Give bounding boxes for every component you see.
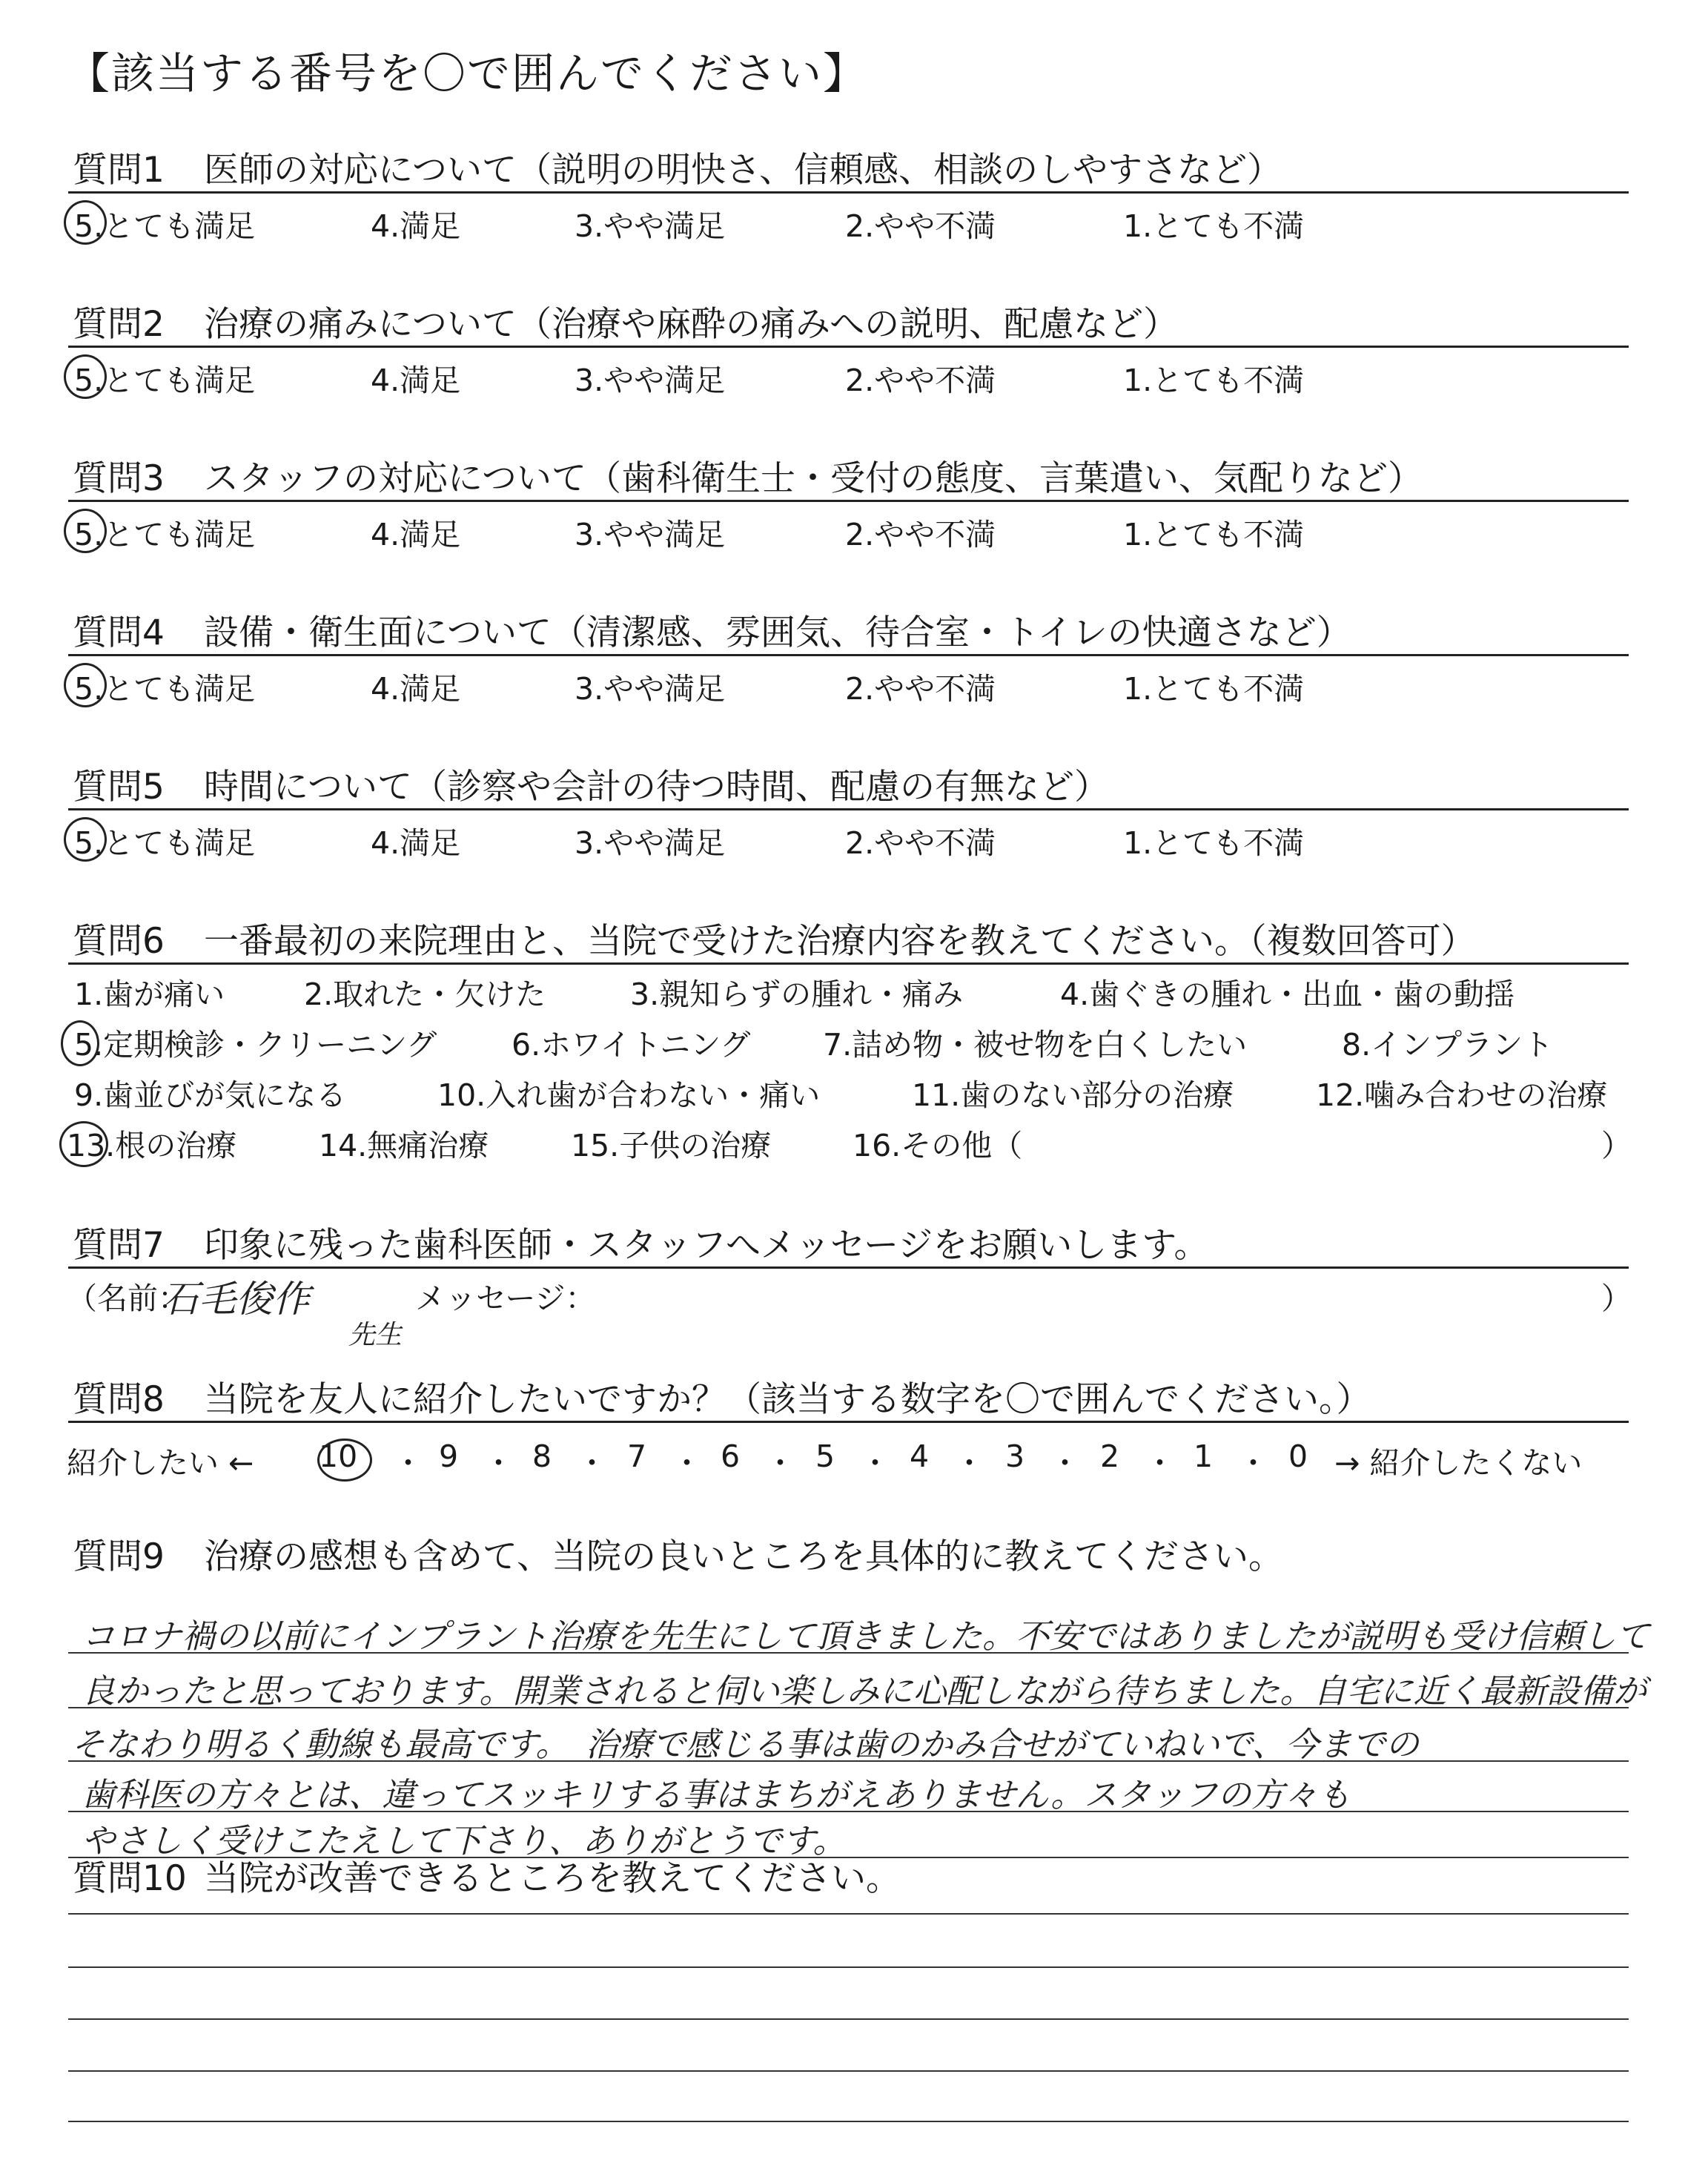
handwritten-name: 石毛俊作 [162,1278,310,1321]
rating-option[interactable]: 1.とても不満 [1123,825,1305,861]
question-label: 質問4 [73,612,165,653]
scale-number[interactable]: 1 [1194,1439,1214,1474]
treatment-option[interactable]: 3.親知らずの腫れ・痛み [630,977,964,1012]
question-text: 当院が改善できるところを教えてください。 [204,1858,901,1899]
rating-option[interactable]: 3.やや満足 [575,671,726,707]
treatment-option[interactable]: 8.インプラント [1342,1027,1554,1063]
question-label: 質問7 [73,1225,165,1266]
treatment-option[interactable]: 7.詰め物・被せ物を白くしたい [823,1027,1248,1063]
question-text: 設備・衛生面について（清潔感、雰囲気、待合室・トイレの快適さなど） [204,612,1351,653]
question-label: 質問3 [73,458,165,499]
question-text: 当院を友人に紹介したいですか？（該当する数字を〇で囲んでください。） [204,1379,1371,1420]
scale-separator-dot: ・ [765,1445,795,1481]
scale-number[interactable]: 4 [910,1439,930,1474]
treatment-option[interactable]: 5.定期検診・クリーニング [74,1027,437,1063]
rating-option[interactable]: 1.とても不満 [1123,517,1305,552]
rating-option[interactable]: 5.とても満足 [74,671,256,707]
question-label: 質問5 [73,767,165,807]
question-underline [68,654,1629,656]
treatment-option[interactable]: 10.入れ歯が合わない・痛い [437,1077,821,1113]
question-underline [68,1421,1629,1423]
rating-option[interactable]: 5.とても満足 [74,208,256,244]
rating-option[interactable]: 1.とても不満 [1123,208,1305,244]
selected-circle [61,1020,99,1066]
question-text: スタッフの対応について（歯科衛生士・受付の態度、言葉遣い、気配りなど） [204,458,1423,499]
rating-option[interactable]: 3.やや満足 [575,825,726,861]
handwritten-name-suffix: 先生 [348,1320,403,1350]
question-label: 質問9 [73,1536,165,1577]
question-label: 質問10 [73,1858,187,1899]
scale-separator-dot: ・ [577,1445,607,1481]
treatment-option[interactable]: 1.歯が痛い [74,977,225,1012]
question-text: 医師の対応について（説明の明快さ、信頼感、相談のしやすさなど） [204,150,1282,191]
page-title: 【該当する番号を〇で囲んでください】 [67,48,868,99]
scale-separator-dot: ・ [393,1445,423,1481]
question-label: 質問1 [73,150,165,191]
scale-number[interactable]: 9 [439,1439,459,1474]
rating-option[interactable]: 4.満足 [371,208,461,244]
blank-answer-line [68,2121,1629,2122]
scale-separator-dot: ・ [860,1445,890,1481]
question-text: 治療の痛みについて（治療や麻酔の痛みへの説明、配慮など） [204,304,1179,345]
treatment-option[interactable]: 13.根の治療 [67,1128,237,1163]
handwritten-answer-line: やさしく受けこたえして下さり、ありがとうです。 [82,1821,847,1860]
rating-option[interactable]: 5.とても満足 [74,363,256,398]
rating-option[interactable]: 2.やや不満 [845,825,996,861]
rating-option[interactable]: 4.満足 [371,517,461,552]
scale-right-label: → 紹介したくない [1334,1445,1583,1481]
question-underline [68,500,1629,502]
rating-option[interactable]: 3.やや満足 [575,208,726,244]
message-label: メッセージ： [415,1281,596,1316]
scale-number[interactable]: 10 [319,1439,358,1474]
scale-number[interactable]: 6 [721,1439,741,1474]
treatment-option[interactable]: 12.噛み合わせの治療 [1316,1077,1608,1113]
rating-option[interactable]: 2.やや不満 [845,517,996,552]
handwritten-answer-line: 歯科医の方々とは、違ってスッキリする事はまちがえありません。スタッフの方々も [82,1775,1351,1814]
blank-answer-line [68,1966,1629,1968]
scale-separator-dot: ・ [1238,1445,1268,1481]
selected-circle [317,1439,372,1482]
treatment-option[interactable]: 6.ホワイトニング [512,1027,751,1063]
rating-option[interactable]: 1.とても不満 [1123,671,1305,707]
scale-separator-dot: ・ [483,1445,514,1481]
rating-option[interactable]: 1.とても不満 [1123,363,1305,398]
question-text: 一番最初の来院理由と、当院で受けた治療内容を教えてください。（複数回答可） [204,921,1476,962]
scale-number[interactable]: 3 [1005,1439,1025,1474]
scale-left-label: 紹介したい ← [67,1445,254,1481]
treatment-option[interactable]: 2.取れた・欠けた [304,977,546,1012]
treatment-option[interactable]: 16.その他（ [853,1128,1023,1163]
question-underline [68,1266,1629,1269]
question-label: 質問6 [73,921,165,962]
selected-circle [64,354,107,399]
treatment-option[interactable]: 11.歯のない部分の治療 [912,1077,1234,1113]
selected-circle [64,200,107,245]
rating-option[interactable]: 2.やや不満 [845,671,996,707]
treatment-option[interactable]: 15.子供の治療 [571,1128,772,1163]
question-text: 治療の感想も含めて、当院の良いところを具体的に教えてください。 [204,1536,1284,1577]
close-paren: ） [1601,1281,1632,1316]
rating-option[interactable]: 5.とても満足 [74,517,256,552]
blank-answer-line [68,2018,1629,2020]
question-underline [68,346,1629,348]
selected-circle [64,663,107,707]
rating-option[interactable]: 2.やや不満 [845,208,996,244]
question-label: 質問2 [73,304,165,345]
scale-number[interactable]: 2 [1100,1439,1120,1474]
treatment-option[interactable]: 14.無痛治療 [319,1128,489,1163]
handwritten-answer-line: そなわり明るく動線も最高です。 治療で感じる事は歯のかみ合せがていねいで、今までの [71,1725,1420,1764]
rating-option[interactable]: 4.満足 [371,671,461,707]
close-paren: ） [1601,1128,1632,1163]
scale-separator-dot: ・ [1050,1445,1080,1481]
rating-option[interactable]: 3.やや満足 [575,363,726,398]
scale-separator-dot: ・ [954,1445,984,1481]
question-underline [68,962,1629,965]
selected-circle [59,1121,108,1167]
question-underline [68,808,1629,810]
selected-circle [64,817,107,862]
rating-option[interactable]: 3.やや満足 [575,517,726,552]
question-underline [68,191,1629,194]
question-label: 質問8 [73,1379,165,1420]
handwritten-answer-line: コロナ禍の以前にインプラント治療を先生にして頂きました。不安ではありましたが説明も受け信頼して [82,1616,1650,1656]
scale-number[interactable]: 7 [627,1439,647,1474]
rating-option[interactable]: 4.満足 [371,825,461,861]
scale-number[interactable]: 8 [532,1439,552,1474]
handwritten-answer-line: 良かったと思っております。開業されると伺い楽しみに心配しながら待ちました。自宅に近く最新設備が [82,1671,1647,1711]
rating-option[interactable]: 2.やや不満 [845,363,996,398]
question-text: 印象に残った歯科医師・スタッフへメッセージをお願いします。 [204,1225,1209,1266]
scale-number[interactable]: 0 [1288,1439,1308,1474]
blank-answer-line [68,2070,1629,2072]
selected-circle [64,509,107,553]
blank-answer-line [68,1913,1629,1915]
treatment-option[interactable]: 4.歯ぐきの腫れ・出血・歯の動揺 [1060,977,1515,1012]
treatment-option[interactable]: 9.歯並びが気になる [74,1077,347,1113]
rating-option[interactable]: 4.満足 [371,363,461,398]
scale-separator-dot: ・ [1145,1445,1175,1481]
question-text: 時間について（診察や会計の待つ時間、配慮の有無など） [204,767,1110,807]
scale-number[interactable]: 5 [815,1439,835,1474]
name-label: （名前： [67,1281,188,1316]
rating-option[interactable]: 5.とても満足 [74,825,256,861]
scale-separator-dot: ・ [672,1445,702,1481]
